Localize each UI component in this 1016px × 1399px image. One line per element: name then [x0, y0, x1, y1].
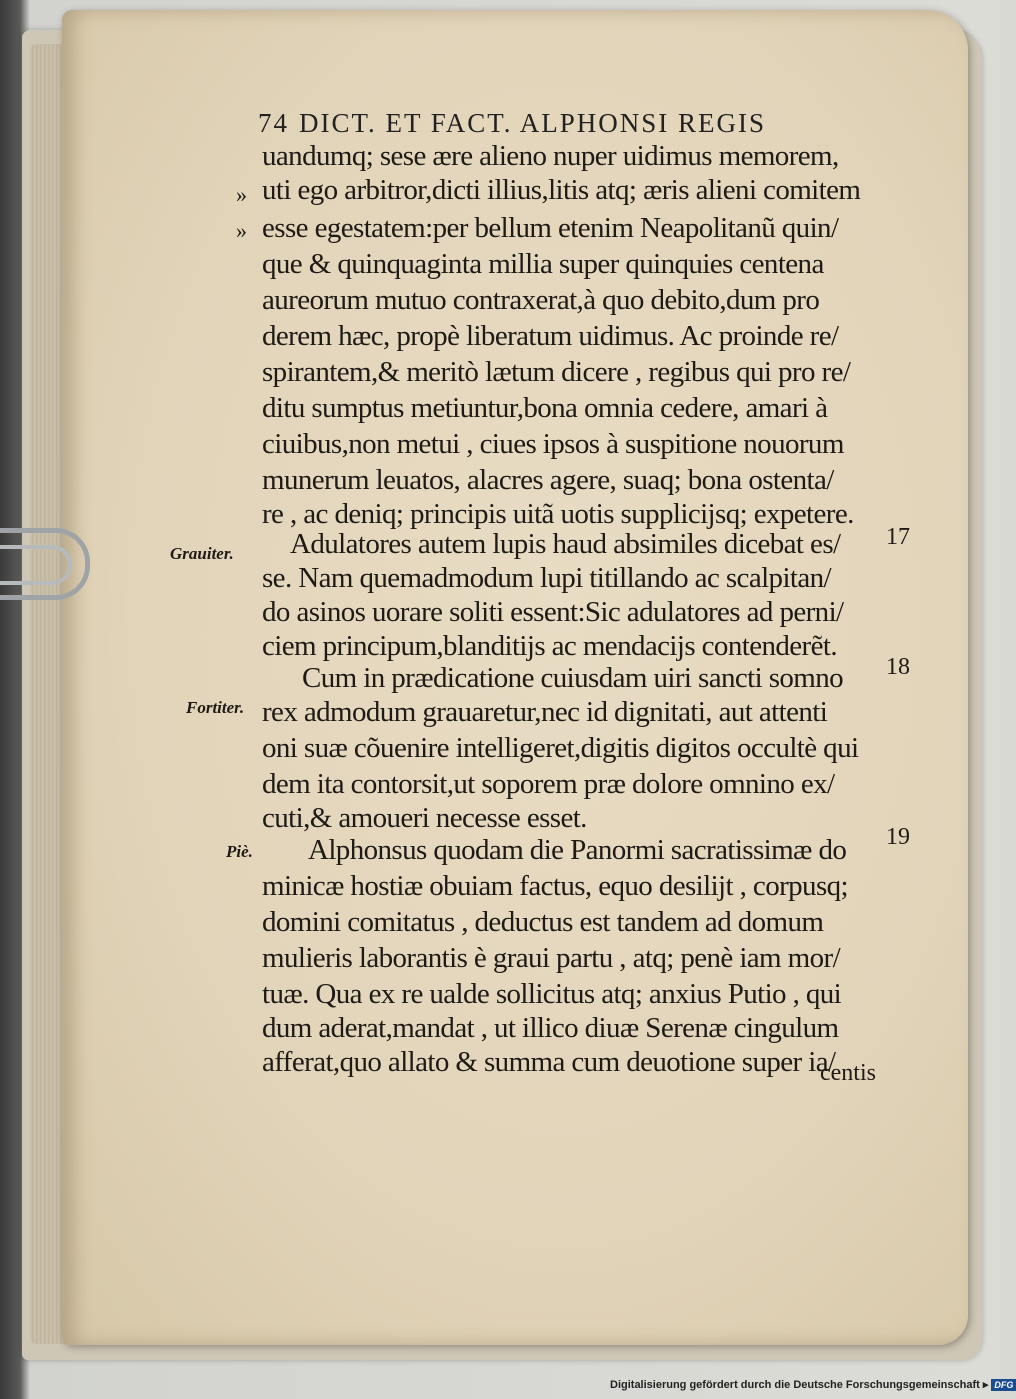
- text-line: do asinos uorare soliti essent:Sic adulatores ad perni/: [262, 596, 844, 628]
- text-line: re , ac deniq; principis uitã uotis supplicijsq; expetere.: [262, 498, 854, 530]
- text-line: afferat,quo allato & summa cum deuotione super ia/: [262, 1046, 836, 1078]
- text-line: spirantem,& meritò lætum dicere , regibus qui pro re/: [262, 356, 851, 388]
- text-line: minicæ hostiæ obuiam factus, equo desilijt , corpusq;: [262, 870, 848, 902]
- text-line: mulieris laborantis è graui partu , atq; penè iam mor/: [262, 942, 841, 974]
- text-line: ciem principum,blanditijs ac mendacijs contenderẽt.: [262, 630, 837, 662]
- text-line: ditu sumptus metiuntur,bona omnia cedere, amari à: [262, 392, 828, 424]
- text-line: se. Nam quemadmodum lupi titillando ac scalpitan/: [262, 562, 831, 594]
- text-line: Cum in prædicatione cuiusdam uiri sancti somno: [302, 662, 844, 694]
- running-title: DICT. ET FACT. ALPHONSI REGIS: [299, 108, 767, 138]
- footer-credit: Digitalisierung gefördert durch die Deutsche Forschungsgemeinschaft ▸ DFG: [610, 1378, 1016, 1391]
- text-line: dem ita contorsit,ut soporem præ dolore omnino ex/: [262, 768, 835, 800]
- running-head: [258, 108, 858, 139]
- margin-number-19: 19: [886, 824, 910, 850]
- text-line: Alphonsus quodam die Panormi sacratissimæ do: [308, 834, 847, 866]
- text-line: oni suæ cõuenire intelligeret,digitis digitos occultè qui: [262, 732, 859, 764]
- text-line: domini comitatus , deductus est tandem ad domum: [262, 906, 824, 938]
- text-line: que & quinquaginta millia super quinquies centena: [262, 248, 824, 280]
- quotation-mark: »: [236, 182, 247, 207]
- margin-note-grauiter: Grauiter.: [170, 544, 234, 563]
- catchword: centis: [820, 1060, 876, 1086]
- text-line: esse egestatem:per bellum etenim Neapolitanũ quin/: [262, 212, 839, 244]
- text-line: Adulatores autem lupis haud absimiles dicebat es/: [290, 528, 841, 560]
- footer-text: Digitalisierung gefördert durch die Deutsche Forschungsgemeinschaft: [610, 1379, 980, 1391]
- margin-number-17: 17: [886, 524, 910, 550]
- margin-note-fortiter: Fortiter.: [186, 698, 245, 717]
- text-line: tuæ. Qua ex re ualde sollicitus atq; anxius Putio , qui: [262, 978, 842, 1010]
- margin-note-pie: Piè.: [226, 842, 253, 861]
- quotation-mark: »: [236, 218, 247, 243]
- text-line: cuti,& amoueri necesse esset.: [262, 802, 587, 834]
- text-line: munerum leuatos, alacres agere, suaq; bona ostenta/: [262, 464, 834, 496]
- text-line: ciuibus,non metui , ciues ipsos à suspitione nouorum: [262, 428, 844, 460]
- dfg-logo: DFG: [991, 1379, 1016, 1391]
- text-line: uti ego arbitror,dicti illius,litis atq; æris alieni comitem: [262, 174, 861, 206]
- text-line: dum aderat,mandat , ut illico diuæ Serenæ cingulum: [262, 1012, 839, 1044]
- text-line: derem hæc, propè liberatum uidimus. Ac proinde re/: [262, 320, 839, 352]
- page-number: 74: [258, 108, 289, 138]
- paper-clip-inner: [0, 545, 72, 585]
- text-line: uandumq; sese ære alieno nuper uidimus memorem,: [262, 140, 839, 172]
- text-line: rex admodum grauaretur,nec id dignitati, aut attenti: [262, 696, 828, 728]
- text-line: aureorum mutuo contraxerat,à quo debito,dum pro: [262, 284, 820, 316]
- margin-number-18: 18: [886, 654, 910, 680]
